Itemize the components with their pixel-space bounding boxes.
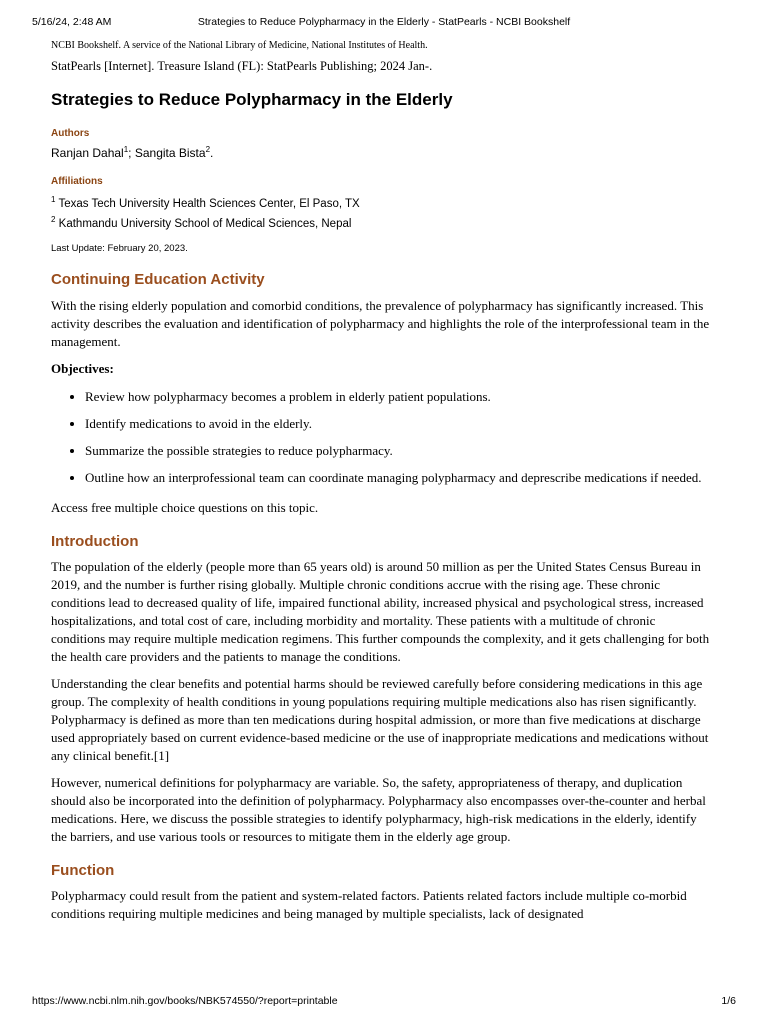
- author-name[interactable]: Sangita Bista: [134, 146, 206, 160]
- intro-paragraph: However, numerical definitions for polypharmacy are variable. So, the safety, appropriateness of therapy, and duplication should also be incorporated into the definition of polypharmacy. Polypharmacy also encompasses over-the-counter and herbal medications. Here, we discuss the possible strategies to identify polypharmacy, high-risk medications in the elderly, identify the barriers, and use various tools or resources to mitigate them in the elderly age group.: [51, 774, 706, 844]
- ncbi-bookshelf-line: NCBI Bookshelf. A service of the National Library of Medicine, National Institutes of Health.: [51, 40, 428, 51]
- objective-item: • Outline how an interprofessional team can coordinate managing polypharmacy and deprescribe medications if needed.: [85, 469, 711, 487]
- authors-list: Ranjan Dahal$^1$; Sangita Bista$^2$.: [51, 145, 214, 160]
- section-heading-introduction: Introduction: [51, 532, 139, 550]
- objective-item: • Review how polypharmacy becomes a problem in elderly patient populations.: [85, 388, 711, 406]
- article-title: Strategies to Reduce Polypharmacy in the Elderly: [51, 90, 453, 109]
- affiliation-item: $^1$ Texas Tech University Health Sciences Center, El Paso, TX: [51, 195, 360, 210]
- print-datetime: 5/16/24, 2:48 AM: [32, 16, 112, 28]
- section-heading-continuing-education: Continuing Education Activity: [51, 270, 265, 288]
- citation: StatPearls [Internet]. Treasure Island (FL): StatPearls Publishing; 2024 Jan-.: [51, 59, 433, 73]
- author-affiliation-ref[interactable]: 1: [123, 145, 129, 154]
- article-content: [51, 40, 711, 923]
- objectives-label: Objectives:: [51, 360, 114, 376]
- section-heading-function: Function: [51, 861, 115, 879]
- print-footer: [32, 995, 736, 1007]
- objective-item: • Identify medications to avoid in the elderly.: [85, 415, 711, 433]
- affiliation-item: $^2$ Kathmandu University School of Medical Sciences, Nepal: [51, 214, 352, 230]
- author-name[interactable]: Ranjan Dahal: [51, 146, 124, 160]
- author-affiliation-ref[interactable]: 2: [205, 145, 211, 154]
- function-paragraph: Polypharmacy could result from the patient and system-related factors. Patients related factors include multiple co-morbid conditions requiring multiple medicines and being managed by multiple specialists, lack of designated: [51, 887, 687, 921]
- affiliations-label: Affiliations: [51, 176, 103, 187]
- affiliations-list: [51, 192, 711, 232]
- ce-intro-paragraph: With the rising elderly population and comorbid conditions, the prevalence of polypharmacy has significantly increased. This activity describes the evaluation and identification of polypharmacy and highlights the role of the interprofessional team in the management.: [51, 297, 710, 349]
- print-page-title: Strategies to Reduce Polypharmacy in the Elderly - StatPearls - NCBI Bookshelf: [197, 16, 571, 28]
- access-questions-link[interactable]: Access free multiple choice questions on this topic.: [51, 499, 319, 515]
- objective-item: • Summarize the possible strategies to reduce polypharmacy.: [85, 442, 711, 460]
- page-number: 1/6: [721, 995, 736, 1007]
- intro-paragraph: The population of the elderly (people more than 65 years old) is around 50 million as per the United States Census Bureau in 2019, and the number is further rising globally. Multiple chronic conditions accrue with the rising age. These chronic conditions lead to decreased quality of life, impaired functional ability, increased physical and psychological stress, increased hospitalizations, and total cost of care, including morbidity and mortality. These patients with a multitude of chronic conditions may require multiple medication regimens. This further compounds the complexity, and it gets challenging for both the health care providers and the patients to manage the conditions.: [51, 558, 710, 664]
- authors-label: Authors: [51, 128, 90, 139]
- page-url[interactable]: https://www.ncbi.nlm.nih.gov/books/NBK574550/?report=printable: [32, 995, 338, 1007]
- objectives-list: [51, 388, 711, 487]
- last-update: Last Update: February 20, 2023.: [51, 242, 188, 254]
- intro-paragraph: Understanding the clear benefits and potential harms should be reviewed carefully before considering medications in this age group. The complexity of health conditions in young populations requiring multiple medications also has risen significantly. Polypharmacy is defined as more than ten medications during hospital admission, or more than five medications at discharge used appropriately based on current evidence-based medicine or the use of inappropriate medications and medications without any clinical benefit.[1]: [51, 675, 709, 763]
